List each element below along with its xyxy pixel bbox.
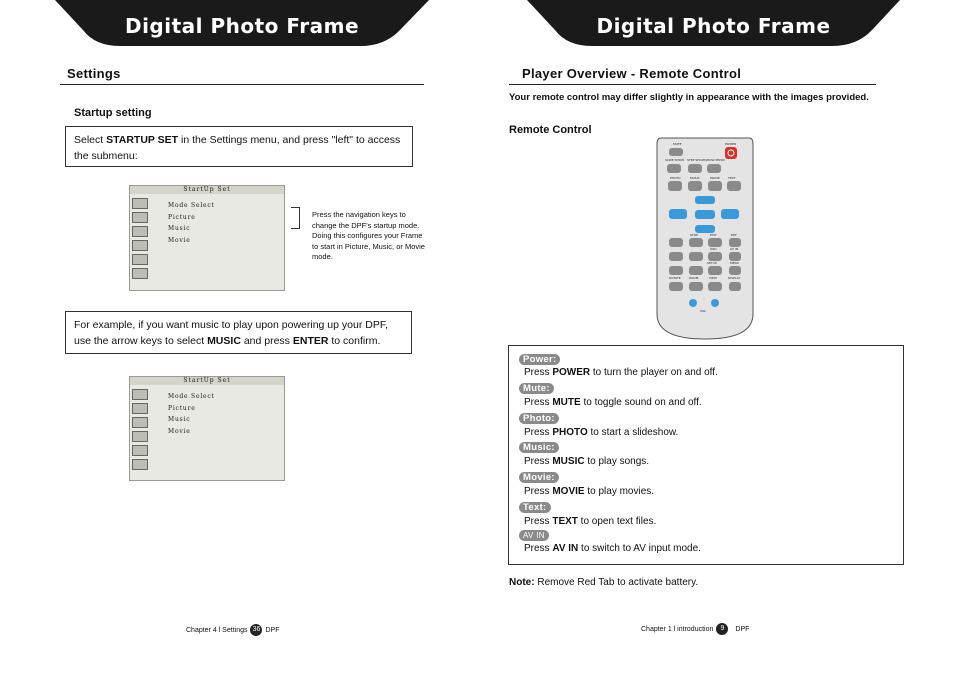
box2-post: to confirm. bbox=[328, 335, 381, 347]
battery-note bbox=[509, 577, 698, 588]
legend-pill-photo: Photo: bbox=[519, 413, 559, 424]
svg-text:SHOW MUSIC: SHOW MUSIC bbox=[705, 158, 726, 162]
legend-pill-text: Text: bbox=[519, 502, 551, 513]
svg-text:DPF: DPF bbox=[731, 233, 737, 237]
volume-up-button bbox=[711, 299, 719, 307]
right-rule bbox=[509, 84, 876, 85]
box2-pre: For example, if you want music to play upon powering up your DPF, use the arrow keys to select bbox=[74, 319, 388, 347]
svg-text:VOL: VOL bbox=[700, 309, 707, 313]
note-text: Remove Red Tab to activate battery. bbox=[534, 577, 699, 588]
button-legend-box bbox=[508, 345, 904, 565]
menu1-header: StartUp Set bbox=[130, 186, 284, 194]
svg-text:MOVIE: MOVIE bbox=[710, 176, 720, 180]
left-banner-title: Digital Photo Frame bbox=[124, 14, 360, 38]
svg-text:EXIT: EXIT bbox=[710, 233, 717, 237]
mute-button bbox=[669, 148, 683, 156]
power-button bbox=[725, 147, 737, 159]
box2-bold1: MUSIC bbox=[207, 335, 241, 347]
svg-text:STOP: STOP bbox=[690, 233, 698, 237]
right-banner bbox=[527, 0, 900, 46]
menu2-header: StartUp Set bbox=[130, 377, 284, 385]
svg-text:MENU: MENU bbox=[730, 261, 739, 265]
remote-intro: Your remote control may differ slightly in appearance with the images provided. bbox=[509, 92, 869, 103]
menu2-item: Mode Select bbox=[168, 393, 215, 400]
right-page-number: 9 bbox=[716, 623, 728, 635]
legend-text-photo: Press PHOTO to start a slideshow. bbox=[524, 427, 679, 438]
menu2-items bbox=[168, 393, 215, 439]
legend-pill-power: Power: bbox=[519, 354, 560, 365]
box2-bold2: ENTER bbox=[292, 335, 329, 347]
left-banner bbox=[55, 0, 429, 46]
left-footer bbox=[186, 624, 279, 636]
remote-control-image bbox=[655, 134, 755, 344]
left-section-title: Settings bbox=[67, 66, 121, 81]
right-footer-chapter: Chapter 1 l introduction bbox=[641, 625, 714, 633]
side-note-bracket bbox=[291, 207, 300, 229]
box2-mid: and press bbox=[240, 335, 293, 347]
svg-text:ROTATE: ROTATE bbox=[669, 276, 681, 280]
left-footer-suffix: DPF bbox=[265, 626, 280, 634]
svg-text:POWER: POWER bbox=[725, 142, 737, 146]
svg-text:TEXT: TEXT bbox=[728, 176, 736, 180]
startup-subheading: Startup setting bbox=[74, 107, 152, 119]
left-page-number: 36 bbox=[250, 624, 262, 636]
right-banner-title: Digital Photo Frame bbox=[596, 14, 831, 38]
instruction-box-2 bbox=[65, 311, 412, 354]
menu2-icon-column bbox=[132, 389, 148, 473]
svg-text:OSD: OSD bbox=[710, 247, 717, 251]
menu1-item: Music bbox=[168, 225, 191, 232]
legend-text-power: Press POWER to turn the player on and off. bbox=[524, 367, 718, 378]
right-footer-suffix: DPF bbox=[735, 625, 750, 633]
legend-text-movie: Press MOVIE to play movies. bbox=[524, 486, 655, 497]
svg-text:SLIDE SHOW: SLIDE SHOW bbox=[665, 158, 685, 162]
legend-text-mute: Press MUTE to toggle sound on and off. bbox=[524, 397, 702, 408]
svg-text:AV IN: AV IN bbox=[730, 247, 738, 251]
remote-subheading: Remote Control bbox=[509, 124, 592, 136]
right-footer bbox=[641, 623, 749, 635]
left-footer-chapter: Chapter 4 l Settings bbox=[186, 626, 248, 634]
menu1-icon-column bbox=[132, 198, 148, 282]
box1-pre: Select bbox=[74, 134, 107, 146]
menu1-item: Movie bbox=[168, 236, 191, 244]
svg-text:MUTE: MUTE bbox=[673, 142, 682, 146]
startup-menu-screenshot-2 bbox=[129, 376, 285, 481]
svg-text:DISPLAY: DISPLAY bbox=[728, 276, 741, 280]
menu1-items bbox=[168, 202, 215, 248]
startup-menu-screenshot-1 bbox=[129, 185, 285, 291]
legend-pill-music: Music: bbox=[519, 442, 559, 453]
svg-text:PHOTO: PHOTO bbox=[670, 176, 681, 180]
legend-text-music: Press MUSIC to play songs. bbox=[524, 456, 650, 467]
svg-text:STEP SHOW: STEP SHOW bbox=[687, 158, 705, 162]
svg-text:ZOOM: ZOOM bbox=[689, 276, 699, 280]
svg-text:SETUP: SETUP bbox=[707, 261, 717, 265]
legend-text-text: Press TEXT to open text files. bbox=[524, 516, 657, 527]
legend-pill-movie: Movie: bbox=[519, 472, 559, 483]
box1-bold: STARTUP SET bbox=[106, 134, 179, 146]
legend-pill-av-in: AV IN bbox=[519, 530, 549, 541]
svg-text:MUSIC: MUSIC bbox=[690, 176, 700, 180]
menu1-item: Picture bbox=[168, 213, 196, 221]
legend-text-av-in: Press AV IN to switch to AV input mode. bbox=[524, 543, 701, 554]
menu2-item: Music bbox=[168, 416, 191, 423]
legend-pill-mute: Mute: bbox=[519, 383, 554, 394]
left-rule bbox=[60, 84, 424, 85]
menu2-item: Picture bbox=[168, 404, 196, 412]
right-section-title: Player Overview - Remote Control bbox=[522, 66, 742, 81]
svg-text:VIEW: VIEW bbox=[709, 276, 717, 280]
menu2-item: Movie bbox=[168, 427, 191, 435]
menu1-item: Mode Select bbox=[168, 202, 215, 209]
instruction-box-1 bbox=[65, 126, 413, 167]
box1-post: in the Settings menu, and press "left" to access the submenu: bbox=[74, 134, 401, 162]
volume-down-button bbox=[689, 299, 697, 307]
note-label: Note: bbox=[509, 577, 535, 588]
side-note: Press the navigation keys to change the DPF's startup mode. Doing this configures your Frame to start in Picture, Music, or Movie mode. bbox=[312, 210, 425, 261]
